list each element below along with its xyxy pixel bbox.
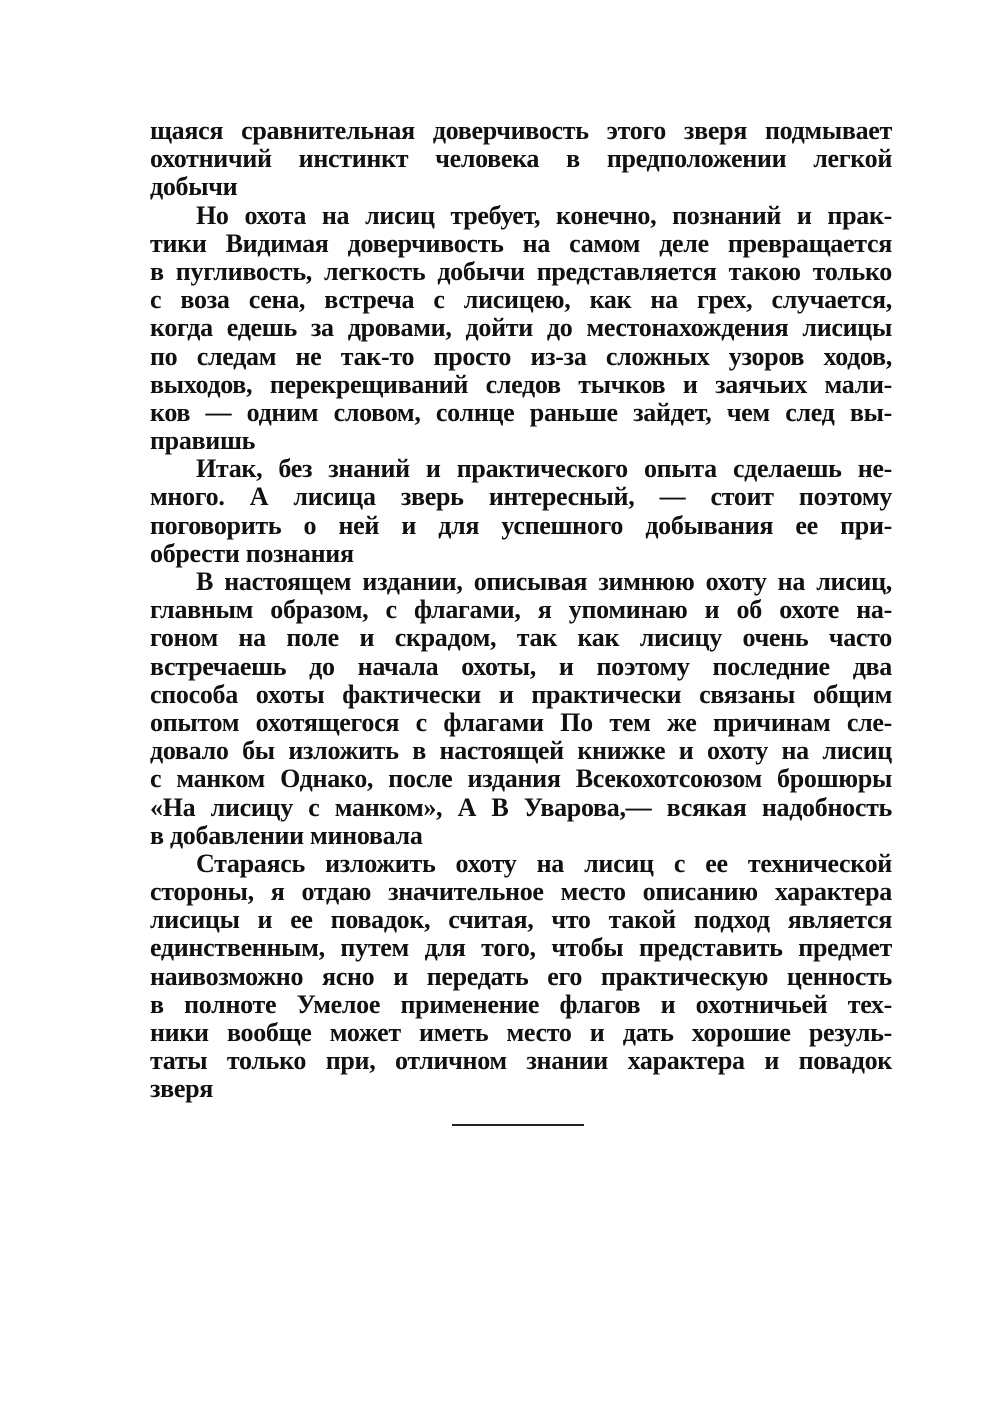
paragraph-3 (150, 455, 892, 568)
text-line: зверя (150, 1074, 214, 1104)
text-line: Итак, без знаний и практического опыта сделаешь не- (196, 454, 892, 484)
text-line: с воза сена, встреча с лисицею, как на грех, случается, (150, 285, 892, 315)
text-line: правишь (150, 426, 256, 456)
text-line: добычи (150, 172, 238, 202)
text-line: встречаешь до начала охоты, и поэтому последние два (150, 651, 892, 681)
text-line: обрести познания (150, 538, 354, 568)
text-line: таты только при, отличном знании характера и повадок (150, 1046, 892, 1076)
text-line: способа охоты фактически и практически связаны общим (150, 679, 892, 709)
text-line: главным образом, с флагами, я упоминаю и об охоте на- (150, 595, 892, 625)
text-line: тики Видимая доверчивость на самом деле превращается (150, 228, 892, 258)
text-line: щаяся сравнительная доверчивость этого зверя подмывает (150, 116, 892, 145)
text-line: охотничий инстинкт человека в предположении легкой (150, 144, 892, 174)
text-line: поговорить о ней и для успешного добывания ее при- (150, 510, 892, 540)
text-line: довало бы изложить в настоящей книжке и охоту на лисиц (150, 736, 892, 766)
paragraph-5 (150, 850, 892, 1104)
text-line: ков — одним словом, солнце раньше зайдет, чем след вы- (150, 397, 892, 427)
text-line: ники вообще может иметь место и дать хорошие резуль- (150, 1018, 892, 1047)
paragraph-1 (150, 117, 892, 202)
paragraph-4 (150, 568, 892, 850)
text-line: стороны, я отдаю значительное место описанию характера (150, 877, 892, 907)
book-page-text (150, 117, 892, 1104)
text-line: гоном на поле и скрадом, так как лисицу очень часто (150, 623, 892, 653)
paragraph-2 (150, 202, 892, 456)
text-line: лисицы и ее повадок, считая, что такой подход является (150, 905, 892, 935)
text-line: единственным, путем для того, чтобы представить предмет (150, 933, 892, 963)
text-line: «На лисицу с манком», А В Уварова,— всякая надобность (150, 792, 892, 822)
section-divider-rule (452, 1124, 584, 1126)
text-line: по следам не так-то просто из-за сложных узоров ходов, (150, 341, 892, 371)
text-line: В настоящем издании, описывая зимнюю охоту на лисиц, (196, 567, 892, 596)
text-line: наивозможно ясно и передать его практическую ценность (150, 961, 892, 991)
text-line: когда едешь за дровами, дойти до местонахождения лисицы (150, 313, 892, 343)
text-line: с манком Однако, после издания Всекохотсоюзом брошюры (150, 764, 892, 794)
text-line: много. А лисица зверь интересный, — стоит поэтому (150, 482, 892, 512)
text-line: в добавлении миновала (150, 820, 423, 850)
text-line: в пугливость, легкость добычи представляется такою только (150, 256, 892, 286)
text-line: опытом охотящегося с флагами По тем же причинам сле- (150, 707, 892, 737)
text-line: Но охота на лисиц требует, конечно, познаний и прак- (196, 200, 892, 230)
text-line: в полноте Умелое применение флагов и охотничьей тех- (150, 989, 892, 1019)
text-line: выходов, перекрещиваний следов тычков и заячьих мали- (150, 369, 892, 399)
text-line: Стараясь изложить охоту на лисиц с ее технической (196, 848, 892, 878)
